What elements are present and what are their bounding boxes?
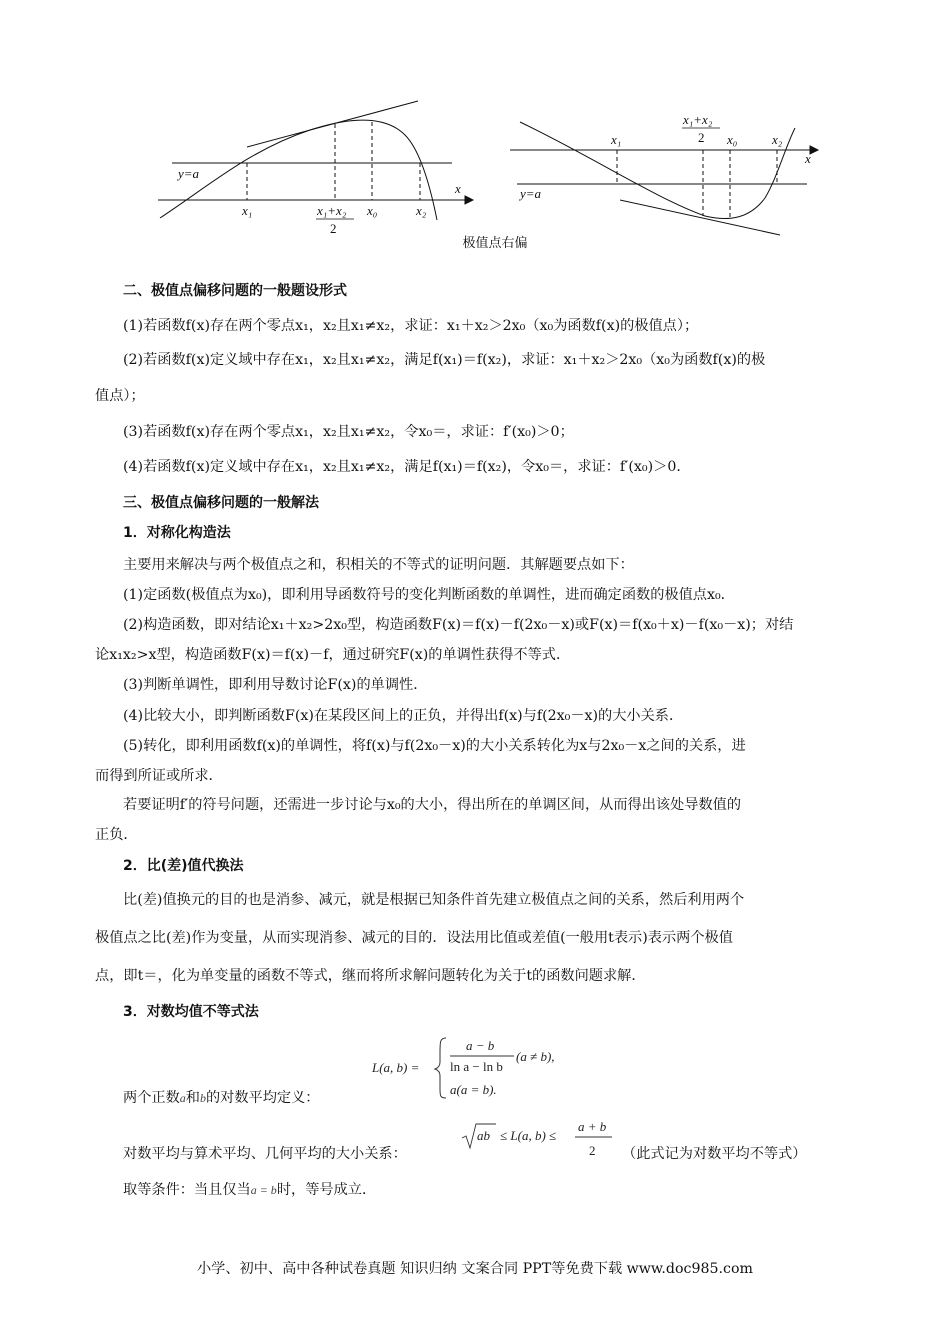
- method1-step2-line1: (2)构造函数，即对结论x₁＋x₂>2x₀型，构造函数F(x)＝f(x)－f(2x₀－x)或F(x)＝f(x₀＋x)－f(x₀－x)；对结: [123, 617, 794, 633]
- svg-text:a(a = b).: a(a = b).: [450, 1082, 497, 1097]
- method1-note-line2: 正负．: [95, 827, 138, 843]
- var-b: b: [199, 1091, 206, 1105]
- section2-item2-line2: 值点）；: [95, 388, 145, 404]
- tick-x2: x₂: [416, 203, 427, 218]
- curve-f: [160, 120, 437, 220]
- method2-para-line3: 点，即t＝，化为单变量的函数不等式，继而将所求解问题转化为关于t的函数问题求解．: [95, 968, 646, 984]
- method1-note-line1: 若要证明f′的符号问题，还需进一步讨论与x₀的大小，得出所在的单调区间，从而得出该处导数值的: [123, 797, 742, 813]
- tick-x0: x₀: [367, 203, 378, 218]
- x-axis-label: x: [455, 181, 461, 196]
- var-a: a: [179, 1091, 186, 1105]
- method1-title: 1．对称化构造法: [123, 525, 231, 541]
- section2-item4: (4)若函数f(x)定义域中存在x₁，x₂且x₁≠x₂，满足f(x₁)＝f(x₂)，令x₀＝，求证：f′(x₀)＞0．: [123, 459, 691, 475]
- method1-step3: (3)判断单调性，即利用导数讨论F(x)的单调性．: [123, 677, 428, 693]
- log-mean-relation-text: 对数平均与算术平均、几何平均的大小关系：: [123, 1146, 407, 1162]
- footer-watermark: 小学、初中、高中各种试卷真题 知识归纳 文案合同 PPT等免费下载 www.doc985.com: [196, 1261, 753, 1277]
- log-mean-relation-note: （此式记为对数平均不等式）: [622, 1146, 807, 1162]
- x-axis-arrow: [810, 146, 818, 154]
- method1-step4: (4)比较大小，即判断函数F(x)在某段区间上的正负，并得出f(x)与f(2x₀－x)的大小关系．: [123, 708, 684, 724]
- method1-step5-line1: (5)转化，即利用函数f(x)的单调性，将f(x)与f(2x₀－x)的大小关系转化为x与2x₀－x之间的关系，进: [123, 738, 746, 754]
- svg-text:2: 2: [589, 1143, 596, 1158]
- svg-text:a + b: a + b: [578, 1119, 607, 1134]
- svg-text:L(a, b) =: L(a, b) =: [372, 1060, 420, 1075]
- def-suffix: 的对数平均定义：: [205, 1090, 320, 1106]
- method1-step2-line2: 论x₁x₂>x型，构造函数F(x)＝f(x)－f，通过研究F(x)的单调性获得不等式．: [95, 647, 571, 663]
- y-equals-a-label: y=a: [178, 166, 200, 181]
- method2-title: 2．比(差)值代换法: [123, 858, 244, 874]
- method1-step1: (1)定函数(极值点为x₀)，即利用导函数符号的变化判断函数的单调性，进而确定函数的极值点x₀．: [123, 587, 735, 603]
- method1-intro: 主要用来解决与两个极值点之和，积相关的不等式的证明问题．其解题要点如下：: [123, 557, 634, 573]
- section2-item1: (1)若函数f(x)存在两个零点x₁，x₂且x₁≠x₂，求证：x₁＋x₂＞2x₀（x₀为函数f(x)的极值点）；: [123, 318, 699, 334]
- method2-para-line1: 比(差)值换元的目的也是消参、减元，就是根据已知条件首先建立极值点之间的关系，然后利用两个: [123, 892, 745, 908]
- def-and: 和: [185, 1090, 200, 1106]
- x-axis-arrow: [465, 196, 473, 204]
- x-axis-label: x: [805, 151, 811, 166]
- tick-denominator-2: 2: [330, 221, 337, 235]
- method2-para-line2: 极值点之比(差)作为变量，从而实现消参、减元的目的．设法用比值或差值(一般用t表示)表示两个极值: [95, 930, 733, 946]
- section2-item2-line1: (2)若函数f(x)定义域中存在x₁，x₂且x₁≠x₂，满足f(x₁)＝f(x₂)，求证：x₁＋x₂＞2x₀（x₀为函数f(x)的极: [123, 352, 766, 368]
- figure-caption: 极值点右偏: [462, 236, 528, 251]
- eq-suffix: 时，等号成立．: [276, 1182, 377, 1198]
- svg-text:(a ≠ b),: (a ≠ b),: [516, 1049, 555, 1064]
- method3-title: 3．对数均值不等式法: [123, 1004, 259, 1020]
- tick-x1: x₁: [242, 203, 253, 218]
- log-mean-definition-text: [123, 1088, 893, 1108]
- svg-text:≤ L(a, b) ≤: ≤ L(a, b) ≤: [500, 1128, 557, 1143]
- eq-condition-math: a = b: [250, 1183, 277, 1197]
- curve-f: [520, 122, 795, 219]
- method1-step5-line2: 而得到所证或所求．: [95, 768, 223, 784]
- eq-prefix: 取等条件：当且仅当: [123, 1182, 251, 1198]
- def-prefix: 两个正数: [123, 1090, 180, 1106]
- section3-heading: 三、极值点偏移问题的一般解法: [123, 495, 319, 511]
- svg-text:ln a − ln b: ln a − ln b: [450, 1059, 503, 1074]
- tick-x1-plus-x2: x₁+x₂: [317, 203, 347, 218]
- tick-x0: x₀: [727, 132, 738, 147]
- section2-heading: 二、极值点偏移问题的一般题设形式: [123, 283, 347, 299]
- tick-x2: x₂: [772, 132, 783, 147]
- figure-left-graph: [150, 95, 480, 235]
- equality-condition: [123, 1180, 893, 1200]
- section2-item3: (3)若函数f(x)存在两个零点x₁，x₂且x₁≠x₂，令x₀＝，求证：f′(x₀)＞0；: [123, 424, 574, 440]
- svg-text:a − b: a − b: [466, 1038, 495, 1053]
- tick-denominator-2: 2: [698, 130, 705, 145]
- svg-text:ab: ab: [477, 1128, 490, 1143]
- tangent-line: [620, 200, 780, 235]
- tangent-line: [247, 101, 418, 147]
- tick-x1-plus-x2: x₁+x₂: [683, 112, 713, 127]
- tick-x1: x₁: [611, 132, 622, 147]
- figure-right-graph: [505, 108, 830, 240]
- y-equals-a-label: y=a: [520, 186, 542, 201]
